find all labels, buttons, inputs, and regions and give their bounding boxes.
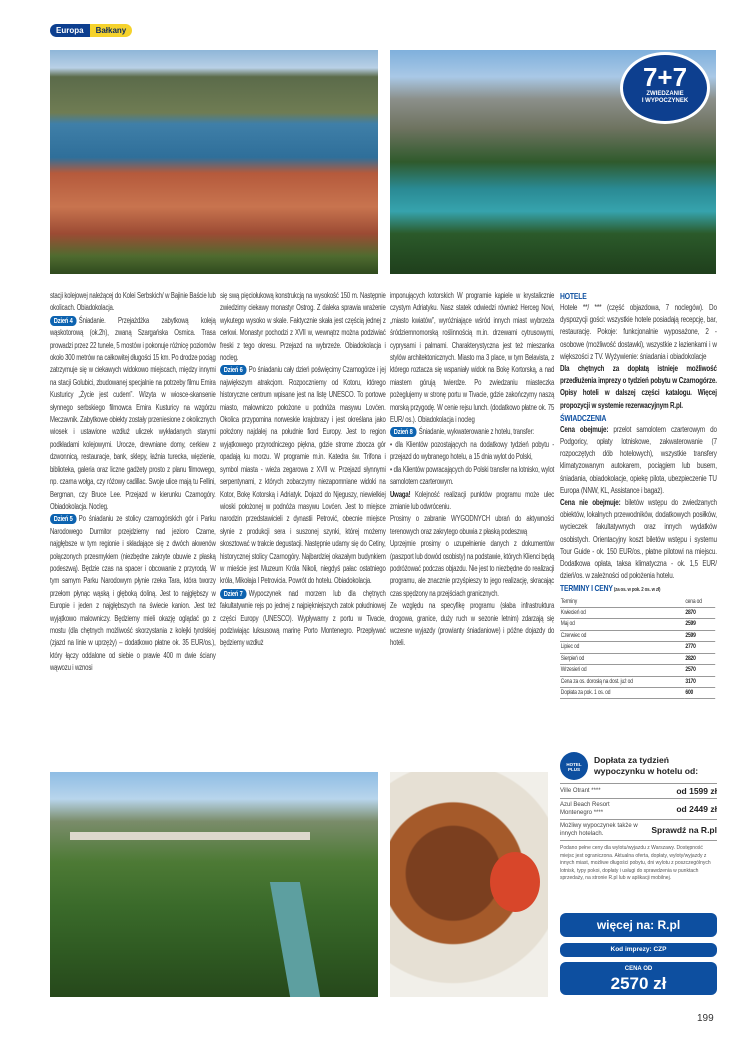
table-row [560,619,715,630]
term-cell: Dopłata za pok. 1 os. od [560,687,685,698]
price-cell: 2599 [685,619,716,630]
hotel-price: od 1599 zł [676,786,717,796]
program-paragraph [390,426,554,438]
program-paragraph [390,538,554,600]
breadcrumb-europa[interactable]: Europa [50,24,90,37]
program-paragraph [220,290,386,364]
header-cell: cena od [685,597,716,608]
paragraph-text: Kolejność realizacji punktów programu może ulec zmianie lub odwróceniu. [390,489,555,511]
page-number: 199 [697,1013,714,1024]
prices-subheading: (za os. w pok. 2 os. w zł) [612,587,661,594]
price-cell: 600 [685,687,716,698]
day-badge: Dzień 6 [220,365,246,375]
badge-line1: ZWIEDZANIE [646,91,684,97]
badge-number: 7+7 [642,62,688,92]
price-cell: 2599 [685,630,716,641]
includes-text: przelot samolotem czarterowym do Podgoricy, opłaty lotniskowe, zakwaterowanie (7 rozpoczętych dób hotelowych), wszystkie transfery klimatyzowanym autokarem, pociągiem lub busem, śniadania, obiadokolacje, opiekę pilota, ubezpieczenie TU Europa (NNW, KL, Assistance i bagaż). [560,424,717,495]
hotel-option-row[interactable] [560,819,717,840]
breadcrumb-balkany[interactable]: Bałkany [90,24,133,37]
prices-heading-row [560,582,717,596]
hotel-price: Sprawdź na R.pl [651,825,717,835]
info-column [560,290,717,699]
term-cell: Czerwiec od [560,630,685,641]
hotels-text: Hotele **/ *** (część objazdowa, 7 noclegów). Do dyspozycji gości: wszystkie hotele posiadają recepcję, bar, restaurację. Pokoje: funkcjonalnie wyposażone, 2 - osobowe (możliwość dostawki), wszystkie z łazienkami i w większości z TV. Wyżywienie: śniadania i obiadokolacje [560,303,717,361]
hotel-plus-title: Dopłata za tydzień wypoczynku w hotelu od: [594,755,699,776]
program-paragraph [390,464,554,489]
hotel-name: Możliwy wypoczynek także w innych hotelach. [560,823,638,837]
program-paragraph [50,315,216,514]
paragraph-text: Śniadanie. Przejażdżka zabytkową koleją wąskotorową (ok.2h), zwaną Szargańska Osmica. Trasa prowadzi przez 22 tunele, 5 mostów i pokonuje różnicę poziomów około 300 metrów na całkowitej długości 15 km. Po drodze pociąg zatrzymuje się w ciekawych widokowo miejscach, między innymi na stacji Golubici, zbudowanej specjalnie na potrzeby filmu Emira Kusturicy „Życie jest cudem”. Wizyta w wiosce-skansenie słynnego serbskiego filmowca Emira Kusturicy na wzgórzu Meczavnik. Zabytkowe obiekty zostały przeniesione z okolicznych wiosek i ustawione wzdłuż uliczek wykładanych starymi podkładami kolejowymi. Urocze, drewniane domy, cerkiew z dzwonnicą, restauracje, bank, sklepy, łaźnia turecka, więzienie, biblioteka, galeria oraz liczne gadżety prosto z planu filmowego, np. czarna wołga, czy różowy cadillac. Swoje ulice mają tu Fellini, Bergman, czy Bruce Lee. Przejazd w kierunku Czarnogóry. Obiadokolacja. Nocleg. [50,315,216,511]
price-disclaimer: Podano pełne ceny dla wylotu/wyjazdu z Warszawy. Dostępność miejsc jest ograniczona. Aktualna oferta, dopłaty, wyloty/wyjazdy z innych miast, możliwe długości pobytu, dni wylotu z poszczególnych lotnisk, typy pokoi, dopłaty i usługi do sprawdzenia w punktach sprzedaży, na stronie R.pl lub w aplikacji mobilnej. [560,840,717,883]
prices-heading: TERMINY I CENY [560,583,613,594]
program-column-2 [220,290,386,650]
tour-code: Kod imprezy: CZP [560,943,717,957]
price-cell: 3170 [685,676,716,687]
price-cell: 2870 [685,608,716,619]
paragraph-text: się swą pięciołukową konstrukcją na wysokość 150 m. Następnie zwiedzimy ciekawy monastyr Ostrog. Z daleka sprawia wrażenie wykutego wysoko w skale. Faktycznie skała jest częścią jednej z cerkwi. Monastyr pochodzi z XVII w, wewnątrz można podziwiać freski z tego okresu. Przejazd na wybrzeże. Obiadokolacja i nocleg. [220,291,386,363]
paragraph-text: imponujących kotorskich W programie kąpiele w krystalicznie czystym Adriatyku. Nasz statek odwiedzi również Herceg Novi, „miasto kwiatów”, wyróżniające wśród innych miast wybrzeża śródziemnomorską roślinnością m.in. drzewami cytrusowymi, cyprysami i palmami. Charakterystyczna jest też mieszanka stylów architektonicznych. Miasto ma 3 place, w tym Belavista, z którego roztacza się wspaniały widok na Bokę Kortorską, a nad miastem górują twierdze. Po zwiedzaniu miasteczka pożeglujemy w stronę portu w Tivacie, gdzie zakończymy naszą morską przygodę. W cenie rejsu lunch. (dodatkowo płatne ok. 75 EUR/ os.). Obiadokolacja i nocleg [390,291,555,425]
breadcrumb [50,24,132,37]
day-badge: Dzień 5 [50,514,76,524]
includes-label: Cena obejmuje: [560,424,609,434]
program-paragraph [390,439,554,464]
hotel-plus-header [560,752,717,780]
paragraph-text: Wypoczynek nad morzem lub dla chętnych fakultatywnie rejs po jednej z najpiękniejszych zatok południowej części Europy (UNESCO). Wypływamy z portu w Tivacie, podziwiając luksusową marinę Porto Montenegro. Przepływać będziemy wzdłuż [220,588,386,648]
hotel-name: Azul Beach Resort Montenegro **** [560,802,610,816]
hotels-extension-note: Dla chętnych za dopłatą istnieje możliwość przedłużenia imprezy o tydzień pobytu w Czarnogórze. Opisy hoteli w dalszej części katalogu. Więcej propozycji w systemie rezerwacyjnym R.pl. [560,364,717,410]
paragraph-text: • dla Klientów powracających do Polski transfer na lotnisko, wylot samolotem czarterowym. [390,464,555,487]
price-excludes [560,497,717,582]
paragraph-text: Prosimy o zabranie WYGODNYCH ubrań do aktywności terenowych oraz zakrytego obuwia z płaską podeszwą [390,514,555,536]
table-row [560,630,715,641]
term-cell: Maj od [560,619,685,630]
warning-label: Uwaga! [390,489,411,499]
table-row [560,608,715,619]
table-row [560,642,715,653]
term-cell: Kwiecień od [560,608,685,619]
price-cell: 2570 [685,665,716,676]
photo-food [390,772,548,997]
program-paragraph [220,364,386,587]
paragraph-text: Po śniadaniu cały dzień poświęcimy Czarnogórze i jej największym atrakcjom. Rozpoczniemy od Kotoru, którego historyczne centrum wpisane jest na listę UNESCO. To portowe miasto, malowniczo położone u podnóża masywu Lovćen. Okolica przypomina norweskie krajobrazy i jest określana jako położony najdalej na południe fiord Europy. Jest to region wyjątkowego przyrodniczego piękna, gdzie strome zbocza gór opadają ku morzu. W programie m.in. Katedra św. Trifona i symbol miasta - wieża zegarowa z XVII w. Przejazd słynnymi serpentynami, z których zobaczymy niezapomniane widoki na Kotor, Bokę Kotorską i Adriatyk. Dojazd do Njeguszy, niewielkiej wioski położonej w podnóża masywu Lovćen. Jest to miejsce narodzin przedstawicieli z dynastii Petrović, obecnie miejsce słynie z produkcji sera i suszonej szynki, której możemy skosztować w trakcie degustacji. Następnie udamy się do Cetiny, historycznej stolicy Czarnogóry. Najbardziej okazałym budynkiem w mieście jest Muzeum Króla Nikoli, niegdyś pałac ostatniego króla, Mikołaja I Petrovicia. Powrót do hotelu. Obiadokolacja. [220,365,386,586]
paragraph-text: Po śniadaniu ze stolicy czarnogórskich gór i Parku Narodowego Durmitor przejdziemy nad jezioro Czarne, najgłębsze w tym regionie i składające się z dwóch akwenów połączonych przesmykiem (niezbędne zakryte obuwie z płaską podeszwą). Będzie czas na spacer i obcowanie z przyrodą. W tym samym Parku Narodowym płynie rzeka Tara, która tworzy przełom płynąc wąską i głęboką doliną. Jest to najgłębszy w Europie i jeden z najgłębszych na świecie kanion. Jest też wyjątkowo malowniczy. Będziemy mieli okazję oglądać go z mostu (dla chętnych możliwość skorzystania z kolejki tyrolskiej (zjazd na linie w uprzęży) – dodatkowo płatne ok. 35 EUR/os.), który łączy oddalone od siebie o prawie 400 m dwie ściany wąwozu i wznosi [50,514,216,673]
table-row [560,676,715,687]
program-paragraph [390,600,554,650]
price-box [560,962,717,995]
paragraph-text: • dla Klientów pozostających na dodatkowy tydzień pobytu - przejazd do wybranego hotelu, a 15 dnia wylot do Polski, [390,439,555,462]
price-label: CENA OD [624,966,653,972]
day-badge: Dzień 8 [390,427,416,437]
program-paragraph [390,513,554,538]
day-badge: Dzień 4 [50,316,76,326]
price-includes [560,424,717,497]
paragraph-text: stacji kolejowej należącej do Kolei Serbskich/ w Bajinie Baście lub okolicach. Obiadokolacja. [50,291,216,313]
hotel-plus-box [560,752,717,883]
hotels-heading: HOTELE [560,291,587,301]
price-table [560,597,715,700]
excludes-text: biletów wstępu do zwiedzanych obiektów, lokalnych przewodników, dodatkowych posiłków, wycieczek fakultatywnych oraz innych wydatków osobistych. Orientacyjny koszt biletów wstępu i systemu Tour Guide - ok. 150 EUR/os., płatne pilotowi na miejscu. Dodatkowa opłata, taksa klimatyczna - ok. 1,5 EUR/ dzień/os. w zależności od położenia hotelu. [560,498,717,581]
program-column-1 [50,290,216,675]
hotel-name: Ville Otrant **** [560,788,601,794]
more-info-button[interactable]: więcej na: R.pl [560,913,717,937]
table-row [560,665,715,676]
tour-type-badge [620,52,710,124]
header-cell: Terminy [560,597,685,608]
excludes-label: Cena nie obejmuje: [560,498,621,508]
table-header [560,597,715,608]
program-paragraph [390,489,554,514]
program-paragraph [50,290,216,315]
term-cell: Wrzesień od [560,665,685,676]
price-cell: 2820 [685,653,716,664]
badge-line2: I WYPOCZYNEK [641,98,689,104]
services-heading: ŚWIADCZENIA [560,412,607,423]
term-cell: Lipiec od [560,642,685,653]
paragraph-text: Śniadanie, wykwaterowanie z hotelu, transfer: [418,427,534,437]
term-cell: Cena za os. dorosłą na dost. już od [560,676,685,687]
program-paragraph [50,513,216,674]
paragraph-text: Ze względu na specyfikę programu (słaba infrastruktura drogowa, granice, duży ruch w sezonie letnim) zdarzają się wczesne wyjazdy (prowianty śniadaniowe) i późne dojazdy do hoteli. [390,601,555,648]
photo-tara-bridge [50,772,378,997]
table-row [560,687,715,698]
program-paragraph [390,290,554,426]
term-cell: Sierpień od [560,653,685,664]
price-value: 2570 zł [610,974,667,993]
price-cell: 2770 [685,642,716,653]
hotel-option-row[interactable] [560,798,717,819]
program-paragraph [220,588,386,650]
photo-kotor-bay [50,50,378,274]
table-row [560,653,715,664]
program-column-3 [390,290,554,650]
hotel-plus-icon: HOTEL PLUS [560,752,588,780]
day-badge: Dzień 7 [220,589,246,599]
paragraph-text: Uprzejmie prosimy o uzupełnienie danych z dokumentów (paszport lub dowód osobisty) na podstawie, których Klienci będą podróżować podczas objazdu. Nie jest to niezbędne do realizacji programu, ale znacznie przyśpieszy to jego realizację, skracając czas spędzony na przejściach granicznych. [390,539,555,598]
hotel-price: od 2449 zł [676,804,717,814]
hotel-option-row[interactable] [560,783,717,798]
